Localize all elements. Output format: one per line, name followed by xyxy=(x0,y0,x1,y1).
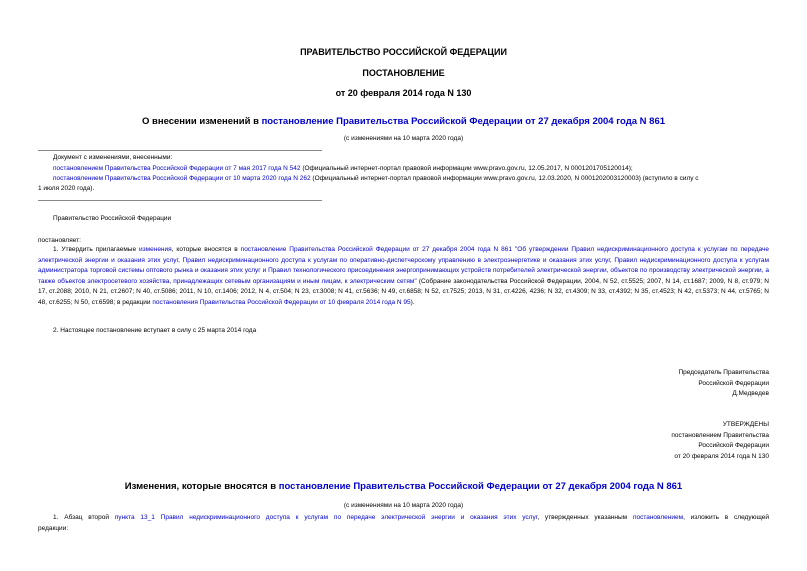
changes-box-bottom-rule xyxy=(38,200,322,201)
p1-text-d: ). xyxy=(410,298,415,306)
title-prefix: О внесении изменений в xyxy=(141,116,262,127)
document-date-number: от 20 февраля 2014 года N 130 xyxy=(335,88,472,98)
p1-decree-link[interactable]: постановление Правительства Российской Федерации от 27 декабря 2004 года N 861 "Об утверждении Правил недискриминационного доступа к услугам по передаче электрической энергии и оказания этих услуг, Правил недискриминационного доступа к услугам по оперативно-диспетчерскому управлению в электроэнергетике и оказания этих услуг, Правил недискриминационного доступа к услугам администратора торговой системы оптового рынка и оказания этих услуг и Правил технологического присоединения энергопринимающих устройств потребителей электрической энергии, объектов по производству электрической энергии, а также объектов электросетевого хозяйства, принадлежащих сетевым организациям и иным лицам, к электрическим сетям" xyxy=(38,246,769,285)
p1-text-b: , которые вносятся в xyxy=(171,246,241,253)
p1-changes-link[interactable]: изменения xyxy=(139,246,172,253)
last-para-a: 1. Абзац второй xyxy=(53,514,115,521)
document-title xyxy=(0,116,807,127)
title-amended-note: (с изменениями на 10 марта 2020 года) xyxy=(343,135,464,142)
changes-title xyxy=(0,481,807,492)
body-government: Правительство Российской Федерации xyxy=(53,215,172,222)
changes-title-amended-note: (с изменениями на 10 марта 2020 года) xyxy=(343,502,464,509)
body-resolves: постановляет: xyxy=(38,237,81,244)
last-para-decree-link[interactable]: постановлением xyxy=(632,514,684,521)
approved-block xyxy=(671,420,769,462)
changes-item-2-rest: (Официальный интернет-портал правовой информации www.pravo.gov.ru, 12.03.2020, N 0001202003120003) (вступило в силу с xyxy=(310,175,699,182)
changes-item-2 xyxy=(53,174,699,185)
title-decree-link[interactable]: постановление Правительства Российской Федерации от 27 декабря 2004 года N 861 xyxy=(261,116,666,127)
approved-line-4: от 20 февраля 2014 года N 130 xyxy=(674,452,769,460)
changes-item-2-link[interactable]: постановлением Правительства Российской Федерации от 10 марта 2020 года N 262 xyxy=(53,175,311,182)
changes-heading: Документ с изменениями, внесенными: xyxy=(53,154,173,161)
signature-line-2: Российской Федерации xyxy=(698,379,769,387)
p1-text-a: 1. Утвердить прилагаемые xyxy=(53,246,140,253)
changes-title-prefix: Изменения, которые вносятся в xyxy=(124,481,279,492)
changes-item-2-continuation: 1 июля 2020 года). xyxy=(38,185,95,192)
government-heading: ПРАВИТЕЛЬСТВО РОССИЙСКОЙ ФЕДЕРАЦИИ xyxy=(300,47,507,57)
last-paragraph-line-1 xyxy=(38,513,769,524)
paragraph-1 xyxy=(38,245,769,309)
changes-box-top-rule xyxy=(38,150,322,151)
approved-line-3: Российской Федерации xyxy=(698,442,769,450)
changes-item-1 xyxy=(53,164,633,175)
p1-redaction-link[interactable]: постановления Правительства Российской Федерации от 10 февраля 2014 года N 95 xyxy=(152,298,411,306)
last-para-item-link[interactable]: пункта 13_1 Правил недискриминационного доступа к услугам по передаче электрической энергии и оказания этих услуг xyxy=(114,514,538,521)
signature-line-1: Председатель Правительства xyxy=(678,369,769,376)
changes-item-1-link[interactable]: постановлением Правительства Российской Федерации от 7 мая 2017 года N 542 xyxy=(53,165,301,172)
document-type: ПОСТАНОВЛЕНИЕ xyxy=(362,68,445,78)
last-paragraph-line-2: редакции: xyxy=(38,525,69,532)
signature-line-3: Д.Медведев xyxy=(732,390,769,398)
approved-line-1: УТВЕРЖДЕНЫ xyxy=(722,421,769,428)
last-para-c: , изложить в следующей xyxy=(683,514,769,521)
signature-block xyxy=(678,368,769,400)
approved-line-2: постановлением Правительства xyxy=(671,431,769,439)
paragraph-2: 2. Настоящее постановление вступает в силу с 25 марта 2014 года xyxy=(53,327,257,334)
changes-title-decree-link[interactable]: постановление Правительства Российской Федерации от 27 декабря 2004 года N 861 xyxy=(278,481,683,492)
p1-text-c: (Собрание законодательства Российской Федерации, 2004, N 52, ст.5525; 2007, N 14, ст.1687; 2009, N 8, ст.979; N 17, ст.2088; 2010, N 21, ст.2607; N 40, ст.5086; 2011, N 10, ст.1406; 2012, N 4, ст.504; N 23, ст.3008; N 41, ст.5636; N 49, ст.6858; N 52, ст.7525; 2013, N 31, ст.4226, 4236; N 32, ст.4309; N 33, ст.4392; N 35, ст.4523; N 42, ст.5373; N 44, ст.5765; N 48, ст.6255; N 50, ст.6598; в редакции xyxy=(38,277,769,306)
changes-item-1-rest: (Официальный интернет-портал правовой информации www.pravo.gov.ru, 12.05.2017, N 0001201705120014); xyxy=(300,165,633,172)
last-para-b: , утвержденных указанным xyxy=(537,514,633,521)
